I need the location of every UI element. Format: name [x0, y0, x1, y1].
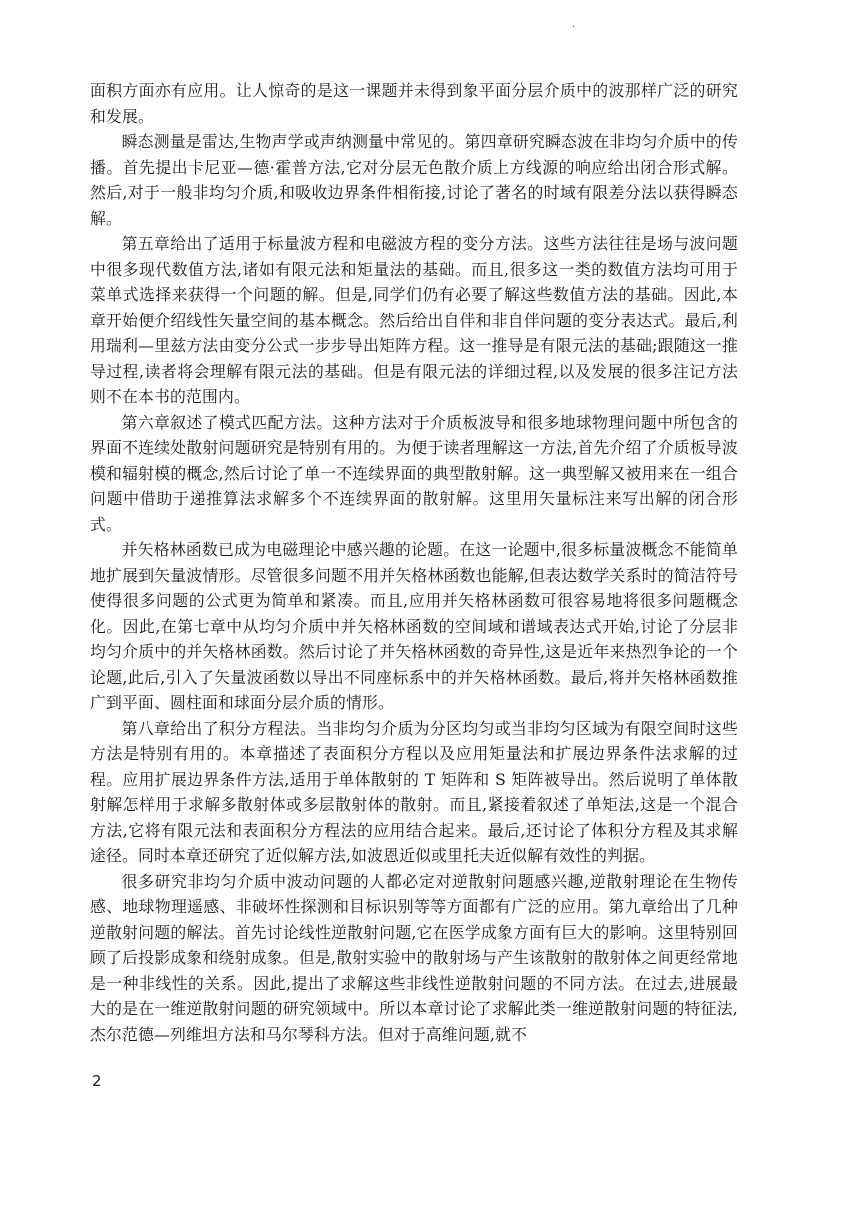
paragraph-chapter-9: 很多研究非均匀介质中波动问题的人都必定对逆散射问题感兴趣,逆散射理论在生物传感、地球物理遥感、非破坏性探测和目标识别等等方面都有广泛的应用。第九章给出了几种逆散射问题的解法。首先讨论线性逆散射问题,它在医学成象方面有巨大的影响。这里特别回顾了后投影成象和绕射成象。但是,散射实验中的散射场与产生该散射的散射体之间更经常地是一种非线性的关系。因此,提出了求解这些非线性逆散射问题的不同方法。在过去,进展最大的是在一维逆散射问题的研究领域中。所以本章讨论了求解此类一维逆散射问题的特征法,杰尔范德—列维坦方法和马尔琴科方法。但对于高维问题,就不: [90, 871, 738, 1044]
body-text: [90, 78, 738, 1047]
paragraph-chapter-5: 第五章给出了适用于标量波方程和电磁波方程的变分方法。这些方法往往是场与波问题中很多现代数值方法,诸如有限元法和矩量法的基础。而且,很多这一类的数值方法均可用于菜单式选择来获得一个问题的解。但是,同学们仍有必要了解这些数值方法的基础。因此,本章开始便介绍线性矢量空间的基本概念。然后给出自伴和非自伴问题的变分表达式。最后,利用瑞利—里兹方法由变分公式一步步导出矩阵方程。这一推导是有限元法的基础;跟随这一推导过程,读者将会理解有限元法的基础。但是有限元法的详细过程,以及发展的很多注记方法则不在本书的范围内。: [90, 234, 738, 406]
paragraph-chapter-7: 并矢格林函数已成为电磁理论中感兴趣的论题。在这一论题中,很多标量波概念不能简单地扩展到矢量波情形。尽管很多问题不用并矢格林函数也能解,但表达数学关系时的简洁符号使得很多问题的公式更为简单和紧凑。而且,应用并矢格林函数可很容易地将很多问题概念化。因此,在第七章中从均匀介质中并矢格林函数的空间域和谱域表达式开始,讨论了分层非均匀介质中的并矢格林函数。然后讨论了并矢格林函数的奇异性,这是近年来热烈争论的一个论题,此后,引入了矢量波函数以导出不同座标系中的并矢格林函数。最后,将并矢格林函数推广到平面、圆柱面和球面分层介质的情形。: [90, 540, 738, 712]
corner-mark: ·: [572, 22, 576, 33]
paragraph-chapter-4: 瞬态测量是雷达,生物声学或声纳测量中常见的。第四章研究瞬态波在非均匀介质中的传播。首先提出卡尼亚—德·霍普方法,它对分层无色散介质上方线源的响应给出闭合形式解。然后,对于一般非均匀介质,和吸收边界条件相衔接,讨论了著名的时域有限差分法以获得瞬态解。: [90, 132, 738, 228]
page-number: 2: [92, 1072, 102, 1090]
paragraph-chapter-8: 第八章给出了积分方程法。当非均匀介质为分区均匀或当非均匀区域为有限空间时这些方法是特别有用的。本章描述了表面积分方程以及应用矩量法和扩展边界条件法求解的过程。应用扩展边界条件方法,适用于单体散射的 T 矩阵和 S 矩阵被导出。然后说明了单体散射解怎样用于求解多散射体或多层散射体的散射。而且,紧接着叙述了单矩法,这是一个混合方法,它将有限元法和表面积分方程法的应用结合起来。最后,还讨论了体积分方程及其求解途径。同时本章还研究了近似解方法,如波恩近似或里托夫近似解有效性的判据。: [90, 718, 738, 865]
paragraph-continuation: 面积方面亦有应用。让人惊奇的是这一课题并未得到象平面分层介质中的波那样广泛的研究和发展。: [90, 81, 738, 126]
paragraph-chapter-6: 第六章叙述了模式匹配方法。这种方法对于介质板波导和很多地球物理问题中所包含的界面不连续处散射问题研究是特别有用的。为便于读者理解这一方法,首先介绍了介质板导波模和辐射模的概念,然后讨论了单一不连续界面的典型散射解。这一典型解又被用来在一组合问题中借助于递推算法求解多个不连续界面的散射解。这里用矢量标注来写出解的闭合形式。: [90, 412, 738, 534]
